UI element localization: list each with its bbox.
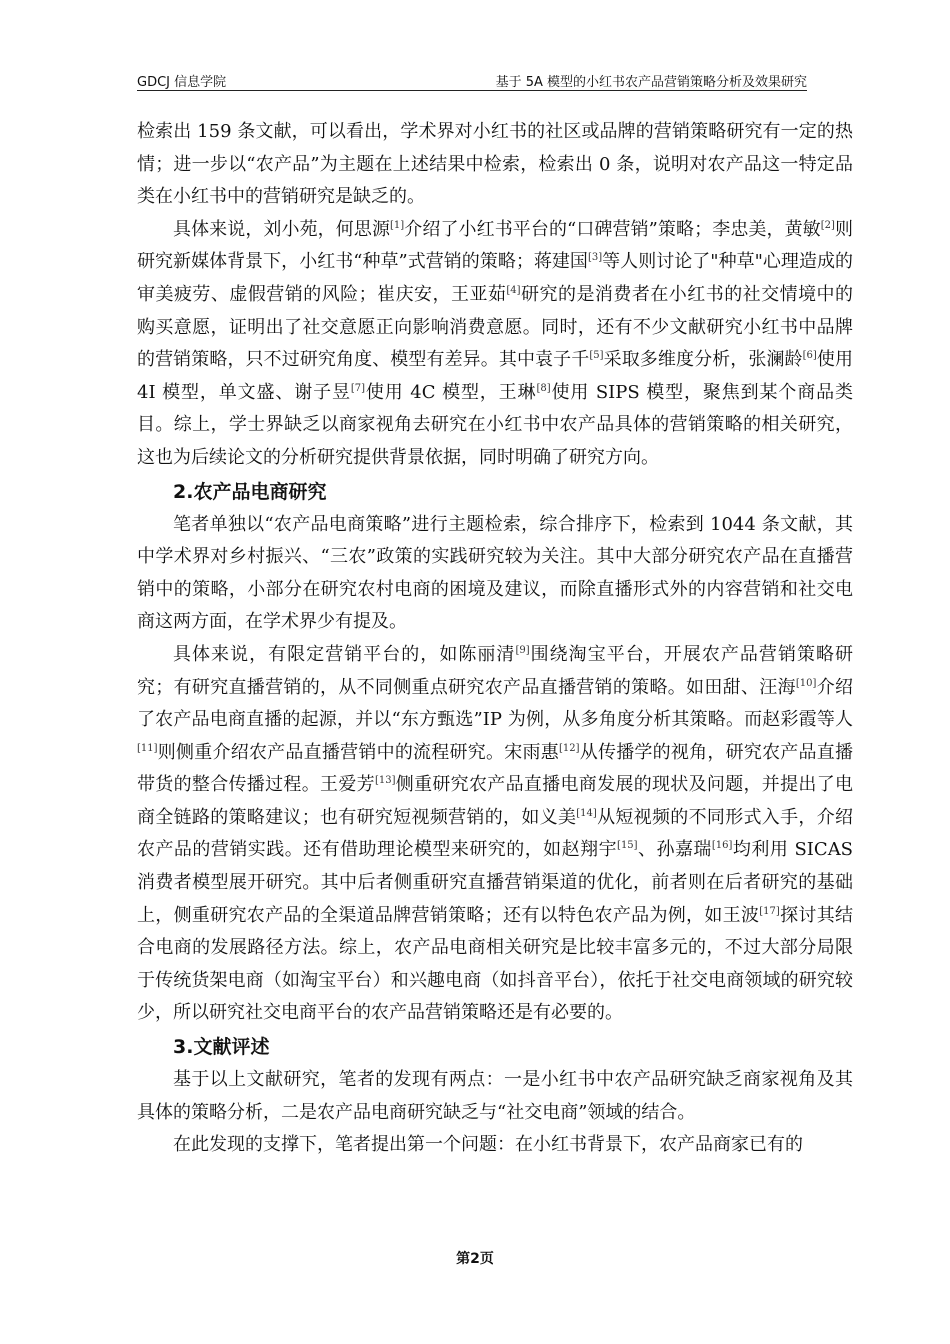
citation-ref: [8] — [536, 382, 551, 394]
paragraph-text: 从传播学的视角，研究农产品直播带货的整合传播过程。王爱芳 — [137, 741, 854, 796]
paragraph-text: 笔者单独以“农产品电商策略”进行主题检索，综合排序下，检索到 1044 条文献，其中学术界对乡村振兴、“三农”政策的实践研究较为关注。其中大部分研究农产品在直播营销中的策略，小部分在研究农村电商的困境及建议，而除直播形式外的内容营销和社交电商这两方面，在学术界少有提及。 — [137, 513, 853, 633]
citation-ref: [1] — [390, 219, 405, 231]
paragraph-text: 检索出 159 条文献，可以看出，学术界对小红书的社区或品牌的营销策略研究有一定的热情；进一步以“农产品”为主题在上述结果中检索，检索出 0 条，说明对农产品这一特定品类在小红书中的营销研究是缺乏的。 — [137, 121, 853, 208]
section-heading: 2.农产品电商研究 — [173, 480, 327, 503]
citation-ref: [14] — [576, 807, 597, 819]
paragraph-text: 等人则讨论了"种草"心理造成的审美疲劳、虚假营销的风险；崔庆安，王亚茹 — [137, 251, 853, 305]
citation-ref: [4] — [506, 284, 521, 296]
paragraph-text: 在此发现的支撑下，笔者提出第一个问题：在小红书背景下，农产品商家已有的 — [173, 1134, 803, 1156]
citation-ref: [15] — [617, 840, 638, 852]
paragraph-text: 则侧重介绍农产品直播营销中的流程研究。宋雨惠 — [157, 741, 559, 763]
body-paragraph — [137, 1064, 853, 1129]
paragraph-text: 具体来说，有限定营销平台的，如陈丽清 — [173, 643, 516, 665]
citation-ref: [7] — [350, 382, 366, 394]
paragraph-text: 均利用 SICAS 消费者模型展开研究。其中后者侧重研究直播营销渠道的优化，前者则在后者研究的基础上，侧重研究农产品的全渠道品牌营销策略；还有以特色农产品为例，如王波 — [137, 839, 854, 926]
citation-ref: [13] — [374, 775, 396, 787]
header-institution: GDCJ 信息学院 — [137, 75, 227, 90]
citation-ref: [10] — [795, 677, 817, 689]
citation-ref: [3] — [587, 252, 603, 264]
page-header — [137, 70, 807, 91]
body-paragraph — [137, 509, 853, 639]
citation-ref: [12] — [558, 742, 580, 754]
paragraph-text: 具体来说，刘小苑，何思源 — [173, 218, 391, 240]
paragraph-text: 从短视频的不同形式入手，介绍农产品的营销实践。还有借助理论模型来研究的，如赵翔宇 — [137, 806, 854, 861]
header-paper-title: 基于 5A 模型的小红书农产品营销策略分析及效果研究 — [495, 75, 807, 90]
citation-ref: [16] — [711, 840, 733, 852]
body-paragraph — [137, 116, 853, 214]
paragraph-text: 介绍了小红书平台的“口碑营销”策略；李忠美，黄敏 — [404, 218, 821, 240]
page-number: 第2页 — [456, 1251, 494, 1267]
paragraph-text: 研究的是消费者在小红书的社交情境中的购买意愿，证明出了社交意愿正向影响消费意愿。同时，还有不少文献研究小红书中品牌的营销策略，只不过研究角度、模型有差异。其中袁子千 — [137, 283, 854, 371]
citation-ref: [2] — [820, 219, 835, 231]
section-heading: 3.文献评述 — [173, 1036, 270, 1059]
citation-ref: [9] — [515, 644, 530, 656]
citation-ref: [6] — [802, 350, 817, 362]
body-paragraph — [137, 639, 853, 1030]
paragraph-text: 基于以上文献研究，笔者的发现有两点：一是小红书中农产品研究缺乏商家视角及其具体的策略分析，二是农产品电商研究缺乏与“社交电商”领域的结合。 — [137, 1069, 853, 1123]
paragraph-text: 使用 SIPS 模型，聚焦到某个商品类目。综上，学士界缺乏以商家视角去研究在小红书中农产品具体的营销策略的相关研究，这也为后续论文的分析研究提供背景依据，同时明确了研究方向。 — [137, 381, 854, 468]
paragraph-text: 围绕淘宝平台，开展农产品营销策略研究；有研究直播营销的，从不同侧重点研究农产品直播营销的策略。如田甜、汪海 — [137, 643, 854, 698]
paragraph-text: 则研究新媒体背景下，小红书“种草”式营销的策略；蒋建国 — [137, 218, 854, 273]
body-paragraph — [137, 1129, 853, 1162]
paragraph-text: 采取多维度分析，张澜龄 — [603, 349, 803, 371]
body-paragraph — [137, 214, 853, 475]
citation-ref: [11] — [137, 742, 158, 754]
paragraph-text: 、孙嘉瑞 — [637, 839, 712, 861]
paragraph-text: 侧重研究农产品直播电商发展的现状及问题，并提出了电商全链路的策略建议；也有研究短视频营销的，如义美 — [137, 774, 854, 828]
paragraph-text: 使用 4I 模型，单文盛、谢子昱 — [137, 349, 853, 403]
paragraph-text: 使用 4C 模型，王琳 — [365, 381, 537, 403]
paragraph-text: 介绍了农产品电商直播的起源，并以“东方甄选”IP 为例，从多角度分析其策略。而赵彩霞等人 — [137, 676, 854, 731]
document-body — [137, 116, 853, 1162]
citation-ref: [5] — [589, 350, 604, 362]
citation-ref: [17] — [759, 905, 780, 917]
paragraph-text: 探讨其结合电商的发展路径方法。综上，农产品电商相关研究是比较丰富多元的，不过大部分局限于传统货架电商（如淘宝平台）和兴趣电商（如抖音平台），依托于社交电商领域的研究较少，所以研究社交电商平台的农产品营销策略还是有必要的。 — [137, 904, 854, 1024]
